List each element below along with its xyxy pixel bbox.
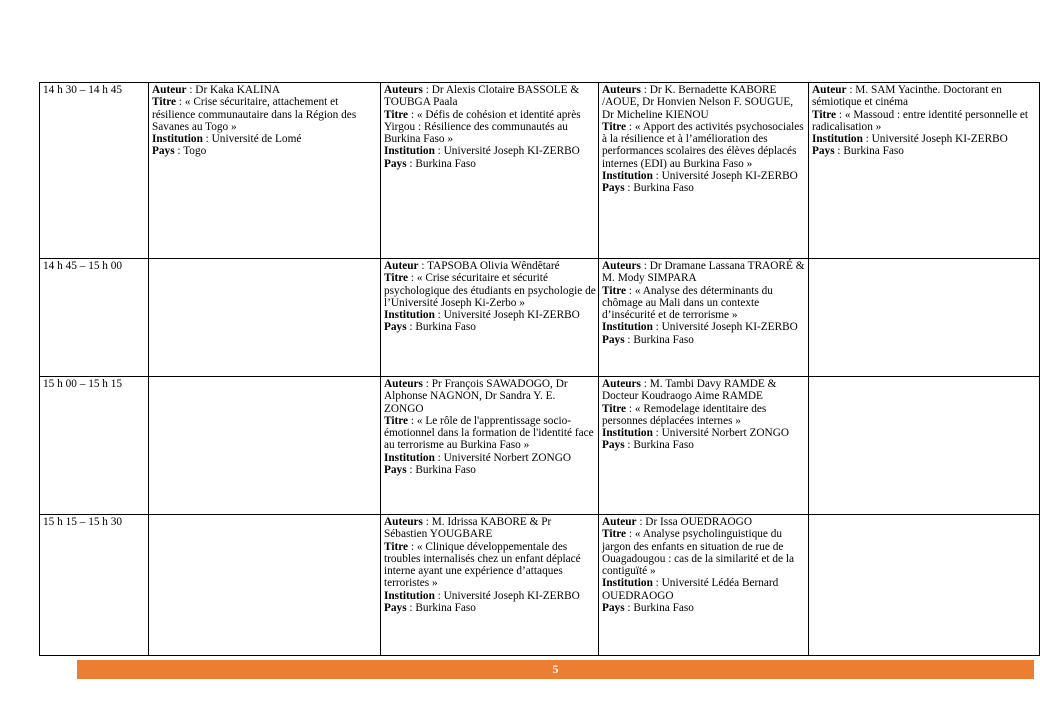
field-value: : Université Norbert ZONGO [652,427,790,440]
field-label: Auteurs [602,260,641,272]
time-slot: 14 h 30 – 14 h 45 [40,83,149,259]
presentation-institution-line [384,309,596,321]
presentation-cell [381,259,599,377]
presentation-institution-line [602,577,806,602]
presentation-cell [381,377,599,515]
field-value: : « Crise sécuritaire et sécurité psychologique des étudiants en psychologie de l’Université Joseph Ki-Zerbo » [384,272,596,309]
presentation-institution-line [384,145,596,157]
empty-cell [809,515,1040,656]
field-value: : Université de Lomé [202,133,302,146]
field-value: : Burkina Faso [406,464,476,477]
presentation-cell [599,259,809,377]
field-value: : Université Joseph KI-ZERBO [652,321,798,334]
presentation-auteur-line [812,84,1037,109]
empty-cell [149,259,381,377]
presentation-titre-line [384,272,596,309]
field-value: : Université Joseph KI-ZERBO [434,309,580,322]
field-label: Titre [384,272,409,285]
schedule-body [40,83,1040,656]
field-value: : « Le rôle de l'apprentissage socio-émotionnel dans la formation de l'identité face au terrorisme au Burkina Faso » [384,414,594,452]
presentation-institution-line [152,133,378,145]
field-label: Pays [384,602,407,615]
field-label: Titre [384,108,409,121]
field-value: : Université Joseph KI-ZERBO [862,133,1008,146]
field-label: Auteur [384,260,419,272]
presentation-titre-line [384,415,596,452]
field-label: Auteur [602,516,637,528]
presentation-cell [381,83,599,259]
presentation-titre-line [812,109,1037,134]
field-value: : Burkina Faso [834,145,904,158]
field-label: Pays [812,145,835,158]
presentation-titre-line [384,541,596,590]
field-value: : Burkina Faso [624,439,694,452]
presentation-auteurs-line [384,516,596,541]
field-value: : « Clinique développementale des troubles internalisés chez un enfant déplacé interne ayant une expérience d’attaques terroristes » [384,540,581,590]
field-value: : Dr Dramane Lassana TRAORÉ & M. Mody SIMPARA [602,260,805,285]
field-value: : Université Joseph KI-ZERBO [434,145,580,158]
field-label: Auteurs [384,84,423,96]
field-label: Auteurs [602,84,641,96]
field-label: Pays [602,182,625,195]
presentation-pays-line [384,464,596,476]
presentation-auteur-line [602,516,806,528]
field-label: Titre [602,284,627,297]
field-value: : « Remodelage identitaire des personnes déplacées internes » [602,402,767,427]
presentation-auteurs-line [384,378,596,415]
empty-cell [809,377,1040,515]
field-label: Titre [602,120,627,133]
presentation-institution-line [602,170,806,182]
field-value: : Burkina Faso [624,333,694,346]
field-label: Institution [152,133,203,146]
field-label: Institution [602,427,653,440]
time-slot: 15 h 00 – 15 h 15 [40,377,149,515]
field-label: Pays [602,602,625,615]
field-label: Auteurs [602,378,641,390]
empty-cell [149,377,381,515]
presentation-pays-line [812,145,1037,157]
field-value: : TAPSOBA Olivia Wêndêtaré [418,260,560,272]
page-footer-bar [77,660,1034,679]
presentation-institution-line [602,321,806,333]
field-value: : Togo [174,145,207,158]
presentation-pays-line [384,321,596,333]
field-label: Pays [384,157,407,170]
field-label: Institution [812,133,863,146]
field-value: : « Massoud : entre identité personnelle et radicalisation » [812,108,1029,133]
field-label: Titre [602,528,627,541]
presentation-pays-line [602,602,806,614]
field-value: : M. Idrissa KABORE & Pr Sébastien YOUGBARE [384,516,552,541]
presentation-auteur-line [152,84,378,96]
presentation-auteurs-line [602,84,806,121]
field-label: Auteur [812,84,847,96]
presentation-cell [149,83,381,259]
field-value: : Université Lédéa Bernard OUEDRAOGO [602,577,779,602]
field-label: Titre [812,108,837,121]
presentation-institution-line [812,133,1037,145]
field-value: : « Analyse psycholinguistique du jargon des enfants en situation de rue de Ouagadougou : cas de la similarité et de la contiguïté » [602,528,794,578]
field-value: : Dr Kaka KALINA [186,84,281,96]
schedule-row [40,515,1040,656]
program-schedule-table [39,82,1040,656]
empty-cell [809,259,1040,377]
field-value: : « Analyse des déterminants du chômage au Mali dans un contexte d’insécurité et de terrorisme » [602,284,773,322]
field-value: : M. Tambi Davy RAMDE & Docteur Koudraogo Aime RAMDE [602,378,777,403]
schedule-row [40,83,1040,259]
field-value: : Burkina Faso [624,602,694,615]
presentation-titre-line [602,121,806,170]
schedule-row [40,259,1040,377]
presentation-institution-line [384,452,596,464]
field-value: : Université Joseph KI-ZERBO [434,589,580,602]
field-label: Pays [602,333,625,346]
presentation-institution-line [602,427,806,439]
field-value: : Burkina Faso [624,182,694,195]
presentation-cell [599,515,809,656]
presentation-titre-line [384,109,596,146]
presentation-auteurs-line [602,378,806,403]
presentation-titre-line [152,96,378,133]
presentation-titre-line [602,528,806,577]
presentation-auteurs-line [602,260,806,285]
field-label: Institution [602,321,653,334]
page-number: 5 [552,662,559,676]
empty-cell [149,515,381,656]
field-label: Institution [384,589,435,602]
time-slot: 14 h 45 – 15 h 00 [40,259,149,377]
presentation-auteur-line [384,260,596,272]
field-label: Pays [152,145,175,158]
field-value: : Université Norbert ZONGO [434,451,572,464]
field-value: : « Apport des activités psychosociales à la résilience et à l’amélioration des performances scolaires des élèves déplacés internes (EDI) au Burkina Faso » [602,120,804,170]
field-label: Auteurs [384,378,423,390]
field-label: Institution [384,451,435,464]
field-label: Auteur [152,84,187,96]
presentation-titre-line [602,285,806,322]
presentation-cell [599,83,809,259]
field-label: Titre [602,402,627,415]
time-slot: 15 h 15 – 15 h 30 [40,515,149,656]
presentation-auteurs-line [384,84,596,109]
field-label: Pays [602,439,625,452]
presentation-cell [381,515,599,656]
field-value: : Dr Issa OUEDRAOGO [636,516,752,528]
field-value: : « Crise sécuritaire, attachement et résilience communautaire dans la Région des Savanes au Togo » [152,96,357,133]
field-label: Pays [384,464,407,477]
schedule-row [40,377,1040,515]
field-label: Institution [384,309,435,322]
presentation-pays-line [152,145,378,157]
presentation-cell [599,377,809,515]
presentation-institution-line [384,590,596,602]
field-label: Pays [384,321,407,334]
presentation-cell [809,83,1040,259]
field-label: Titre [384,414,409,427]
field-label: Institution [384,145,435,158]
field-value: : Dr K. Bernadette KABORE /AOUE, Dr Honvien Nelson F. SOUGUE, Dr Micheline KIENOU [602,84,794,121]
presentation-pays-line [602,182,806,194]
field-value: : Burkina Faso [406,602,476,615]
field-label: Auteurs [384,516,423,528]
presentation-titre-line [602,403,806,428]
presentation-pays-line [384,158,596,170]
field-value: : « Défis de cohésion et identité après Yirgou : Résilience des communautés au Burkina Faso » [384,108,581,146]
field-label: Titre [152,96,177,109]
field-label: Institution [602,577,653,590]
field-value: : M. SAM Yacinthe. Doctorant en sémiotique et cinéma [812,84,1002,109]
field-value: : Burkina Faso [406,321,476,334]
field-label: Titre [384,540,409,553]
presentation-pays-line [384,602,596,614]
field-value: : Université Joseph KI-ZERBO [652,170,798,183]
field-value: : Pr François SAWADOGO, Dr Alphonse NAGNON, Dr Sandra Y. E. ZONGO [384,378,568,415]
field-value: : Dr Alexis Clotaire BASSOLE & TOUBGA Paala [384,84,580,109]
presentation-pays-line [602,334,806,346]
presentation-pays-line [602,439,806,451]
field-label: Institution [602,170,653,183]
field-value: : Burkina Faso [406,157,476,170]
